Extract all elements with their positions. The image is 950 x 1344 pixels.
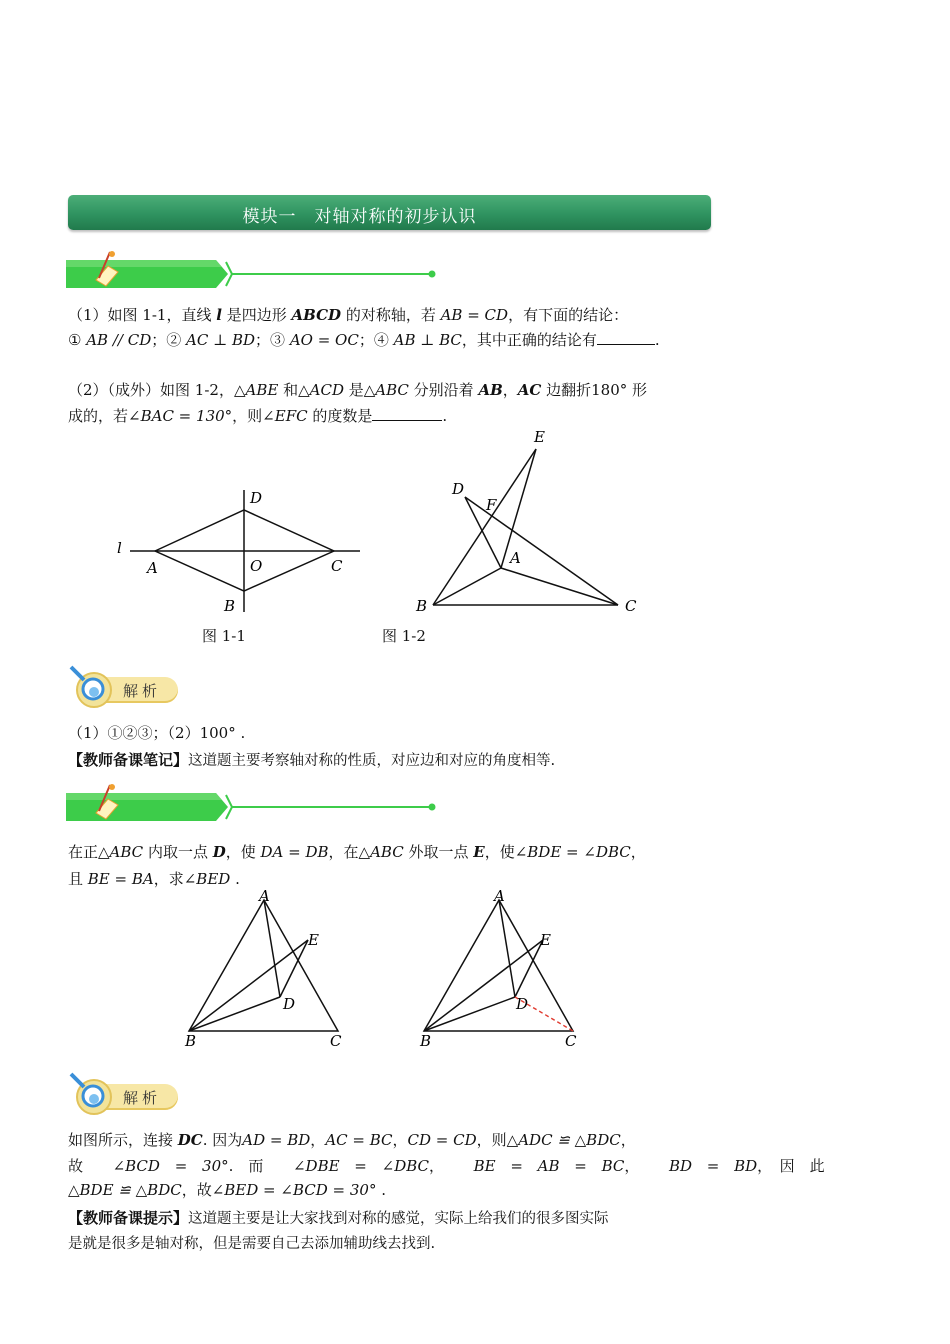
q1-line1: （1）如图 1-1，直线 l 是四边形 ABCD 的对称轴，若 AB = CD，有下面的结论：	[68, 306, 629, 324]
figure-1-2	[405, 425, 655, 620]
fig2-label-B: B	[416, 597, 428, 615]
q2r-label-C: C	[565, 1032, 577, 1050]
q2l-label-B: B	[185, 1032, 197, 1050]
figure-q2-left	[175, 885, 360, 1055]
fig2-label-E: E	[534, 428, 545, 446]
jiexi-label-2: 解析	[123, 1089, 162, 1107]
q2l-label-A: A	[259, 887, 270, 905]
q2l-label-C: C	[330, 1032, 342, 1050]
magnifier-icon	[66, 662, 116, 712]
q1-line4: 成的，若∠BAC = 130°，则∠EFC 的度数是 .	[68, 407, 448, 425]
teacher-note-1: 【教师备课笔记】这道题主要考察轴对称的性质，对应边和对应的角度相等.	[68, 751, 556, 769]
fig1-caption: 图 1-1	[202, 627, 246, 645]
example-header-1	[66, 250, 446, 298]
example-header-2	[66, 783, 446, 831]
answer-2-line2: 故 ∠BCD = 30°. 而 ∠DBE = ∠DBC， BE = AB = BC， BD = BD， 因 此	[68, 1157, 825, 1175]
fig1-label-C: C	[331, 557, 343, 575]
fig2-label-A: A	[510, 549, 521, 567]
figure-q2-right	[410, 885, 595, 1055]
fig2-caption: 图 1-2	[382, 627, 426, 645]
q2r-label-D: D	[516, 995, 529, 1013]
fig1-label-l: l	[117, 539, 122, 557]
fig1-label-O: O	[250, 557, 263, 575]
fig1-label-A: A	[147, 559, 158, 577]
teacher-note-2-line2: 是就是很多是轴对称，但是需要自己去添加辅助线去找到.	[68, 1236, 436, 1252]
magnifier-icon	[66, 1069, 116, 1119]
answer-blank-1	[597, 330, 655, 345]
q2r-label-A: A	[494, 887, 505, 905]
jiexi-label-1: 解析	[123, 682, 162, 700]
q1-line2: ① AB // CD；② AC ⊥ BD；③ AO = OC；④ AB ⊥ BC，其中正确的结论有 .	[68, 331, 660, 349]
answer-1: （1）①②③；（2）100° .	[68, 724, 246, 742]
answer-2-line3: △BDE ≌ △BDC，故∠BED = ∠BCD = 30° .	[68, 1181, 387, 1199]
section-banner	[68, 195, 711, 230]
fig2-label-F: F	[486, 496, 497, 514]
teacher-note-2: 【教师备课提示】这道题主要是让大家找到对称的感觉，实际上给我们的很多图实际	[68, 1209, 609, 1227]
fig1-label-D: D	[250, 489, 263, 507]
fig2-label-D: D	[452, 480, 465, 498]
q2-line1: 在正△ABC 内取一点 D，使 DA = DB，在△ABC 外取一点 E，使∠BDE = ∠DBC，	[68, 843, 646, 861]
answer-blank-2	[372, 406, 442, 421]
q2l-label-E: E	[308, 931, 319, 949]
fig1-label-B: B	[224, 597, 236, 615]
section-title: 模块一 对轴对称的初步认识	[242, 207, 477, 227]
q2r-label-E: E	[540, 931, 551, 949]
q2l-label-D: D	[283, 995, 296, 1013]
fig2-label-C: C	[625, 597, 637, 615]
q2r-label-B: B	[420, 1032, 432, 1050]
q1-line3: （2）（成外）如图 1-2，△ABE 和△ACD 是△ABC 分别沿着 AB，AC 边翻折180° 形	[68, 381, 648, 399]
answer-2-line1: 如图所示，连接 DC. 因为AD = BD，AC = BC，CD = CD，则△ADC ≌ △BDC，	[68, 1131, 636, 1149]
q2-line2: 且 BE = BA，求∠BED .	[68, 870, 240, 888]
figure-1-1	[100, 480, 380, 620]
